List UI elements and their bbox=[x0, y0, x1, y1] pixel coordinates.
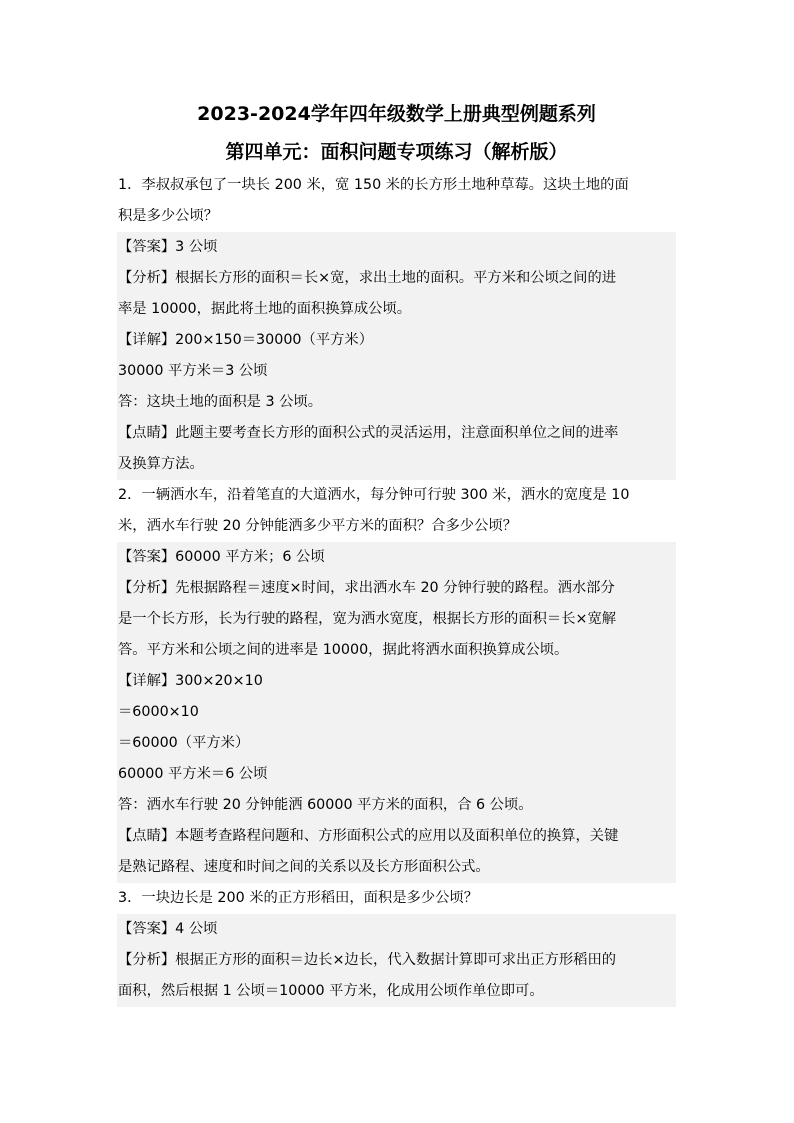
question-line: 2．一辆洒水车，沿着笔直的大道洒水，每分钟可行驶 300 米，洒水的宽度是 10 bbox=[118, 487, 630, 503]
problem-2-solution bbox=[117, 542, 676, 883]
problem-2-question bbox=[117, 480, 676, 542]
question-line: 米，洒水车行驶 20 分钟能洒多少平方米的面积？合多少公顷？ bbox=[118, 518, 517, 534]
problem-3-question bbox=[117, 883, 676, 914]
question-line: 1．李叔叔承包了一块长 200 米，宽 150 米的长方形土地种草莓。这块土地的面 bbox=[118, 177, 629, 193]
comment-line: 是熟记路程、速度和时间之间的关系以及长方形面积公式。 bbox=[118, 859, 490, 875]
analysis-line: 【分析】根据正方形的面积＝边长×边长，代入数据计算即可求出正方形稻田的 bbox=[118, 952, 617, 968]
problem-2 bbox=[117, 480, 676, 883]
comment-line: 【点睛】本题考查路程问题和、方形面积公式的应用以及面积单位的换算，关键 bbox=[118, 828, 619, 844]
detail-line: ＝6000×10 bbox=[118, 704, 199, 720]
detail-line: 【详解】300×20×10 bbox=[118, 673, 263, 689]
answer-line: 【答案】60000 平方米；6 公顷 bbox=[118, 549, 325, 565]
analysis-line: 率是 10000，据此将土地的面积换算成公顷。 bbox=[118, 301, 412, 317]
document-subtitle: 第四单元：面积问题专项练习（解析版） bbox=[225, 141, 568, 163]
comment-line: 【点睛】此题主要考查长方形的面积公式的灵活运用，注意面积单位之间的进率 bbox=[118, 425, 619, 441]
question-line: 3．一块边长是 200 米的正方形稻田，面积是多少公顷？ bbox=[118, 890, 479, 906]
problem-1-question bbox=[117, 170, 676, 232]
detail-line: ＝60000（平方米） bbox=[118, 735, 250, 751]
analysis-line: 是一个长方形，长为行驶的路程，宽为洒水宽度，根据长方形的面积＝长×宽解 bbox=[118, 611, 617, 627]
analysis-line: 【分析】先根据路程＝速度×时间，求出洒水车 20 分钟行驶的路程。洒水部分 bbox=[118, 580, 615, 596]
problem-3 bbox=[117, 883, 676, 1007]
problem-1 bbox=[117, 170, 676, 480]
document-title: 2023-2024学年四年级数学上册典型例题系列 bbox=[197, 103, 596, 125]
problem-3-solution bbox=[117, 914, 676, 1007]
question-line: 积是多少公顷？ bbox=[118, 208, 219, 224]
detail-line: 答：这块土地的面积是 3 公顷。 bbox=[118, 394, 323, 410]
detail-line: 60000 平方米＝6 公顷 bbox=[118, 766, 268, 782]
answer-line: 【答案】4 公顷 bbox=[118, 921, 218, 937]
detail-line: 30000 平方米＝3 公顷 bbox=[118, 363, 268, 379]
detail-line: 【详解】200×150＝30000（平方米） bbox=[118, 332, 374, 348]
document-page bbox=[117, 102, 676, 1007]
analysis-line: 面积，然后根据 1 公顷＝10000 平方米，化成用公顷作单位即可。 bbox=[118, 983, 544, 999]
analysis-line: 答。平方米和公顷之间的进率是 10000，据此将洒水面积换算成公顷。 bbox=[118, 642, 569, 658]
problem-1-solution bbox=[117, 232, 676, 480]
comment-line: 及换算方法。 bbox=[118, 456, 204, 472]
analysis-line: 【分析】根据长方形的面积＝长×宽，求出土地的面积。平方米和公顷之间的进 bbox=[118, 270, 617, 286]
answer-line: 【答案】3 公顷 bbox=[118, 239, 218, 255]
detail-line: 答：洒水车行驶 20 分钟能洒 60000 平方米的面积，合 6 公顷。 bbox=[118, 797, 533, 813]
